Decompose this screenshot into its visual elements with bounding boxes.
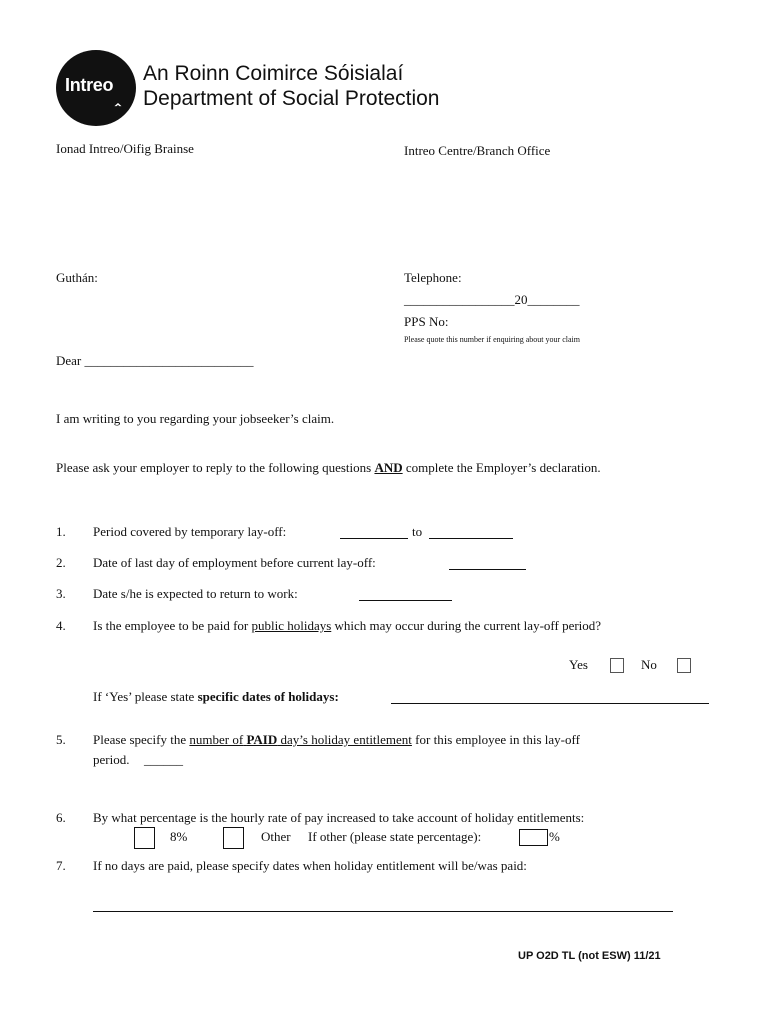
q2-text: Date of last day of employment before current lay-off: [93,555,376,570]
request-paragraph [56,459,676,476]
q3-number: 3. [56,586,66,601]
q4-yes-label: Yes [569,657,588,672]
q4-before: Is the employee to be paid for [93,618,249,633]
q3-line[interactable] [359,600,452,601]
q6-number: 6. [56,810,66,825]
q4-if-yes-bold: specific dates of holidays: [197,689,339,704]
q7-dates-line[interactable] [93,911,673,912]
q4-no-label: No [641,657,657,672]
phone-label-english: Telephone: [404,270,462,285]
q3-text: Date s/he is expected to return to work: [93,586,298,601]
salutation: Dear __________________________ [56,353,254,368]
q2-line[interactable] [449,569,526,570]
q5-u1: number of [189,732,244,747]
q4-if-yes [93,689,339,705]
q5-before: Please specify the [93,732,187,747]
q5-text [93,732,580,748]
q5-number: 5. [56,732,66,747]
pps-note: Please quote this number if enquiring about your claim [404,335,580,344]
q4-underlined: public holidays [251,618,332,633]
q1-to-line[interactable] [429,538,513,539]
q1-to: to [412,524,423,539]
q6-pct-sign: % [549,829,560,844]
q4-text [93,618,601,634]
q6-other-text: If other (please state percentage): [308,829,482,844]
q2-number: 2. [56,555,66,570]
q6-8pct-checkbox[interactable] [134,827,155,849]
office-label-english: Intreo Centre/Branch Office [404,143,551,158]
date-line: _________________20________ [404,292,580,307]
q5-underlined [189,732,412,747]
logo-chevron-icon: ‸ [115,92,121,106]
office-label-irish: Ionad Intreo/Oifig Brainse [56,141,194,156]
q6-text: By what percentage is the hourly rate of pay increased to take account of holiday entitlements: [93,810,585,825]
request-and: AND [374,460,403,475]
q5-blank[interactable]: ______ [144,752,183,767]
q1-number: 1. [56,524,66,539]
intro-text: I am writing to you regarding your jobseeker’s claim. [56,411,335,426]
q4-no-checkbox[interactable] [677,658,691,673]
request-after: complete the Employer’s declaration. [405,460,601,475]
q6-opt1-label: 8% [170,829,188,844]
q4-dates-line[interactable] [391,703,709,704]
q1-text: Period covered by temporary lay-off: [93,524,287,539]
request-before: Please ask your employer to reply to the following questions [56,460,372,475]
dept-name-english: Department of Social Protection [143,87,440,110]
dept-name-irish: An Roinn Coimirce Sóisialaí [143,62,404,85]
q5-paid: PAID [246,732,278,747]
q5-line2: period. [93,752,130,767]
intreo-logo [56,50,136,126]
q6-percentage-input[interactable] [519,829,548,846]
q5-after: for this employee in this lay-off [415,732,580,747]
q6-other-checkbox[interactable] [223,827,244,849]
pps-label: PPS No: [404,314,449,329]
phone-label-irish: Guthán: [56,270,98,285]
q7-number: 7. [56,858,66,873]
q6-opt2-label: Other [261,829,291,844]
logo-text: Intreo [65,75,114,95]
q4-after: which may occur during the current lay-off period? [334,618,602,633]
q4-if-yes-prefix: If ‘Yes’ please state [93,689,195,704]
q1-from-line[interactable] [340,538,408,539]
q4-number: 4. [56,618,66,633]
q4-yes-checkbox[interactable] [610,658,624,673]
q7-text: If no days are paid, please specify dates when holiday entitlement will be/was paid: [93,858,527,873]
q5-u2: day’s holiday entitlement [280,732,412,747]
form-code: UP O2D TL (not ESW) 11/21 [518,950,661,962]
